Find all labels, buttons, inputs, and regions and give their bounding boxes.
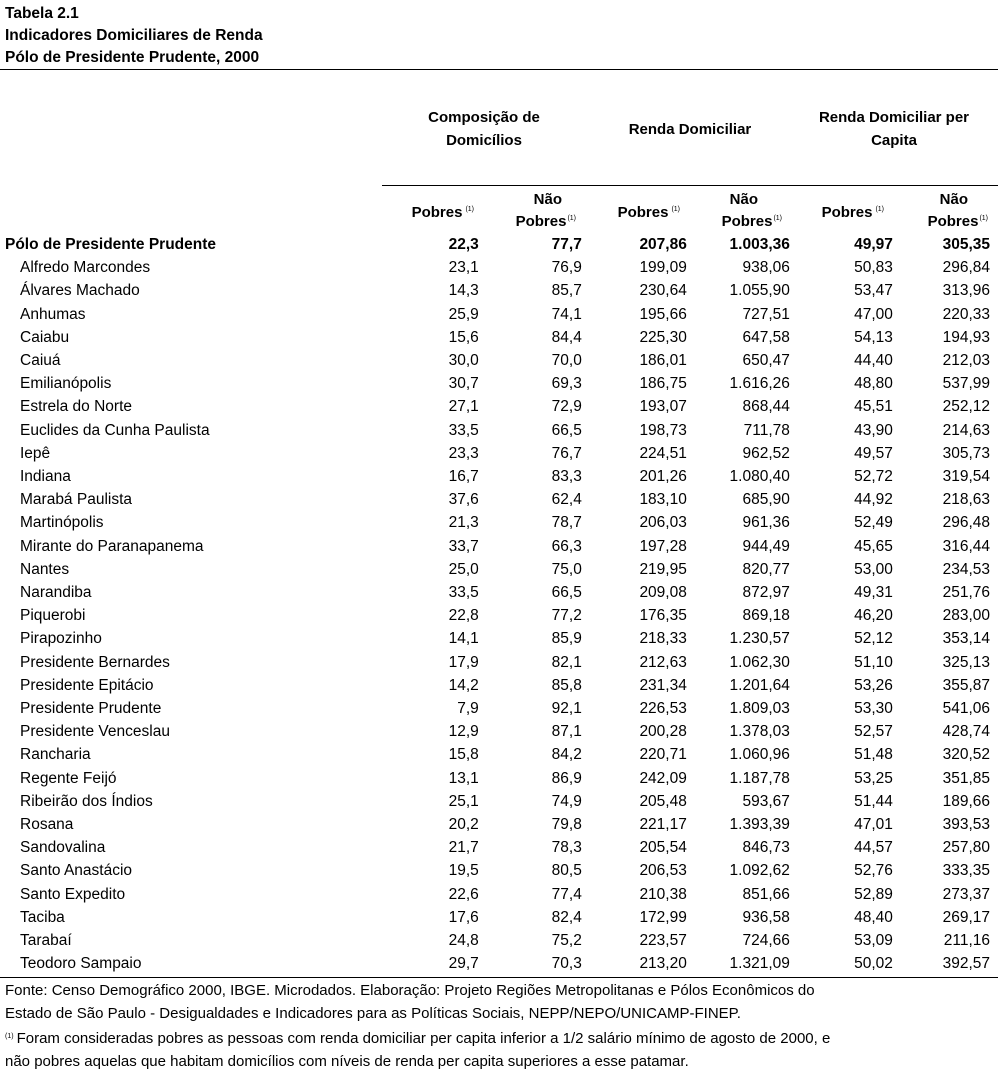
table-row [0,697,998,720]
cell-renda-nao-pobres: 647,58 [742,328,790,346]
table-row [0,883,998,906]
cell-comp-nao-pobres: 79,8 [551,816,582,834]
header-composicao: Composição de Domicílios [428,109,540,149]
cell-renda-nao-pobres: 1.187,78 [729,769,790,787]
cell-comp-nao-pobres: 76,7 [551,444,582,462]
cell-pc-nao-pobres: 211,16 [943,932,990,950]
cell-comp-pobres: 13,1 [448,769,479,787]
cell-comp-pobres: 16,7 [448,468,479,486]
total-row [0,233,998,256]
cell-renda-pobres: 219,95 [639,560,687,578]
cell-renda-nao-pobres: 936,58 [742,908,790,926]
cell-renda-nao-pobres: 724,66 [742,932,790,950]
cell-pc-nao-pobres: 214,63 [942,421,990,439]
table-row [0,767,998,790]
subheader-nao-pobres-2: Não Pobres$^{(1)}$ [721,191,782,230]
cell-pc-pobres: 44,40 [854,352,893,370]
table-body [0,233,998,976]
table-row [0,906,998,929]
cell-pc-pobres: 50,02 [854,955,893,973]
cell-municipio: Pólo de Presidente Prudente [5,236,217,253]
table-row [0,349,998,372]
cell-comp-nao-pobres: 80,5 [551,862,582,880]
cell-pc-pobres: 49,31 [854,584,893,602]
cell-comp-pobres: 33,5 [448,421,479,439]
cell-municipio: Caiuá [20,352,61,370]
cell-comp-pobres: 19,5 [448,862,479,880]
cell-renda-nao-pobres: 1.616,26 [729,375,790,393]
cell-renda-pobres: 231,34 [639,676,687,694]
cell-comp-nao-pobres: 75,2 [551,932,582,950]
cell-pc-nao-pobres: 252,12 [942,398,990,416]
cell-pc-nao-pobres: 296,48 [942,514,990,532]
cell-renda-pobres: 200,28 [639,723,687,741]
cell-renda-nao-pobres: 962,52 [742,444,790,462]
cell-comp-pobres: 30,0 [448,352,479,370]
cell-comp-pobres: 33,5 [448,584,479,602]
cell-pc-pobres: 51,10 [854,653,893,671]
cell-municipio: Sandovalina [20,839,106,857]
cell-pc-pobres: 43,90 [854,421,893,439]
cell-comp-pobres: 22,8 [448,607,479,625]
cell-renda-pobres: 186,01 [639,352,687,370]
cell-municipio: Santo Expedito [20,885,126,903]
cell-comp-pobres: 25,0 [448,560,479,578]
cell-renda-nao-pobres: 1.003,36 [729,236,790,253]
table-row [0,604,998,627]
cell-renda-pobres: 220,71 [639,746,687,764]
cell-pc-pobres: 47,00 [854,305,893,323]
header-renda-domiciliar: Renda Domiciliar [628,121,752,138]
cell-municipio: Emilianópolis [20,375,112,393]
cell-municipio: Presidente Bernardes [20,653,170,671]
cell-comp-nao-pobres: 66,3 [551,537,582,555]
cell-pc-nao-pobres: 325,13 [942,653,990,671]
cell-pc-nao-pobres: 212,03 [942,352,990,370]
cell-municipio: Indiana [20,468,71,486]
cell-pc-nao-pobres: 333,35 [942,862,990,880]
cell-comp-pobres: 27,1 [448,398,479,416]
cell-pc-pobres: 44,92 [854,491,893,509]
cell-renda-nao-pobres: 1.321,09 [729,955,790,973]
cell-renda-nao-pobres: 1.060,96 [729,746,790,764]
cell-comp-pobres: 17,9 [448,653,479,671]
cell-renda-pobres: 199,09 [639,259,687,277]
table-row [0,558,998,581]
cell-comp-pobres: 23,3 [448,444,479,462]
cell-renda-nao-pobres: 727,51 [742,305,790,323]
cell-pc-nao-pobres: 351,85 [942,769,990,787]
cell-comp-pobres: 15,8 [448,746,479,764]
cell-renda-pobres: 218,33 [639,630,687,648]
cell-renda-pobres: 226,53 [639,700,687,718]
cell-municipio: Presidente Prudente [20,700,162,718]
cell-comp-pobres: 21,3 [448,514,479,532]
cell-comp-nao-pobres: 78,7 [551,514,582,532]
table-row [0,465,998,488]
cell-comp-nao-pobres: 82,4 [551,908,582,926]
cell-pc-pobres: 44,57 [854,839,893,857]
cell-comp-pobres: 14,1 [448,630,479,648]
cell-renda-nao-pobres: 872,97 [742,584,790,602]
table-row [0,535,998,558]
cell-comp-pobres: 24,8 [448,932,479,950]
cell-renda-nao-pobres: 1.201,64 [729,676,790,694]
footer-source: Fonte: Censo Demográfico 2000, IBGE. Microdados. Elaboração: Projeto Regiões Metropolitanas e Pólos Econômicos do Estado de São Paulo - Desigualdades e Indicadores para as Políticas Sociais, NEPP/NEPO/UNICAMP-FINEP. $^{(1)}$ Foram consideradas pobres as pessoas com renda domiciliar per capita inferior a 1/2 salário mínimo de agosto de 2000, e não pobres aquelas que habitam domicílios com níveis de renda per capita superiores a esse patamar. [5,979,990,1073]
cell-renda-nao-pobres: 650,47 [742,352,790,370]
cell-renda-nao-pobres: 1.055,90 [729,282,790,300]
table-title [5,3,263,69]
subheader-pobres-2: Pobres $^{(1)}$ [617,204,680,221]
table-row [0,790,998,813]
cell-comp-nao-pobres: 84,2 [551,746,582,764]
cell-municipio: Presidente Venceslau [20,723,170,741]
cell-comp-nao-pobres: 77,7 [551,236,582,253]
cell-municipio: Tarabaí [20,932,72,950]
table-row [0,929,998,952]
cell-renda-nao-pobres: 1.062,30 [729,653,790,671]
cell-pc-nao-pobres: 251,76 [942,584,990,602]
cell-renda-pobres: 224,51 [639,444,687,462]
cell-renda-pobres: 186,75 [639,375,687,393]
table-row [0,488,998,511]
cell-pc-pobres: 45,65 [854,537,893,555]
cell-comp-pobres: 14,3 [448,282,479,300]
cell-comp-pobres: 25,9 [448,305,479,323]
subheader-nao-pobres-1: Não Pobres$^{(1)}$ [515,191,576,230]
cell-renda-nao-pobres: 851,66 [742,885,790,903]
cell-municipio: Mirante do Paranapanema [20,537,204,555]
cell-pc-pobres: 45,51 [854,398,893,416]
cell-renda-pobres: 172,99 [639,908,687,926]
cell-renda-pobres: 176,35 [639,607,687,625]
cell-pc-nao-pobres: 194,93 [942,328,990,346]
cell-pc-nao-pobres: 355,87 [942,676,990,694]
cell-municipio: Marabá Paulista [20,491,133,509]
cell-pc-pobres: 46,20 [854,607,893,625]
cell-renda-nao-pobres: 1.393,39 [729,816,790,834]
cell-comp-nao-pobres: 75,0 [551,560,582,578]
cell-renda-nao-pobres: 846,73 [742,839,790,857]
cell-renda-pobres: 197,28 [639,537,687,555]
cell-renda-pobres: 201,26 [639,468,687,486]
cell-renda-nao-pobres: 1.809,03 [729,700,790,718]
cell-renda-nao-pobres: 820,77 [742,560,790,578]
table-row [0,303,998,326]
cell-renda-pobres: 183,10 [639,491,687,509]
cell-pc-nao-pobres: 541,06 [942,700,990,718]
cell-renda-pobres: 221,17 [639,816,687,834]
cell-renda-pobres: 209,08 [639,584,687,602]
cell-pc-pobres: 50,83 [854,259,893,277]
cell-pc-pobres: 54,13 [854,328,893,346]
cell-comp-pobres: 20,2 [448,816,479,834]
cell-pc-pobres: 53,25 [854,769,893,787]
cell-renda-pobres: 230,64 [639,282,687,300]
cell-renda-pobres: 198,73 [639,421,687,439]
cell-pc-nao-pobres: 537,99 [942,375,990,393]
footer-note: $^{(1)}$ Foram consideradas pobres as pessoas com renda domiciliar per capita inferior a 1/2 salário mínimo de agosto de 2000, e [5,1030,831,1047]
cell-municipio: Anhumas [20,305,86,323]
table-row [0,743,998,766]
cell-comp-nao-pobres: 77,2 [551,607,582,625]
cell-comp-nao-pobres: 62,4 [551,491,582,509]
cell-municipio: Narandiba [20,584,92,602]
cell-pc-pobres: 49,97 [854,236,893,253]
title-line-3: Pólo de Presidente Prudente, 2000 [5,49,260,66]
cell-pc-pobres: 53,00 [854,560,893,578]
cell-municipio: Regente Feijó [20,769,117,787]
cell-pc-nao-pobres: 428,74 [942,723,990,741]
header-renda-per-capita: Renda Domiciliar per Capita [818,109,970,149]
cell-renda-nao-pobres: 1.080,40 [729,468,790,486]
cell-municipio: Pirapozinho [20,630,102,648]
cell-comp-pobres: 22,6 [448,885,479,903]
cell-municipio: Euclides da Cunha Paulista [20,421,210,439]
cell-municipio: Álvares Machado [20,282,140,300]
cell-municipio: Alfredo Marcondes [20,259,151,277]
bottom-rule [0,977,998,978]
table-row [0,581,998,604]
cell-comp-nao-pobres: 85,9 [551,630,582,648]
cell-renda-pobres: 193,07 [639,398,687,416]
cell-renda-pobres: 212,63 [639,653,687,671]
cell-pc-pobres: 48,40 [854,908,893,926]
cell-pc-nao-pobres: 283,00 [942,607,990,625]
cell-pc-nao-pobres: 305,35 [942,236,990,253]
cell-pc-pobres: 47,01 [854,816,893,834]
cell-comp-nao-pobres: 70,0 [551,352,582,370]
cell-comp-pobres: 22,3 [448,236,479,253]
cell-comp-pobres: 23,1 [448,259,479,277]
cell-pc-nao-pobres: 273,37 [942,885,990,903]
cell-renda-pobres: 206,03 [639,514,687,532]
cell-pc-nao-pobres: 319,54 [942,468,990,486]
cell-municipio: Martinópolis [20,514,104,532]
cell-renda-nao-pobres: 1.378,03 [729,723,790,741]
table-row [0,627,998,650]
cell-municipio: Nantes [20,560,70,578]
cell-renda-nao-pobres: 593,67 [742,792,790,810]
table-row [0,279,998,302]
table-row [0,720,998,743]
cell-pc-nao-pobres: 316,44 [942,537,990,555]
table-row [0,256,998,279]
data-table [0,233,998,976]
subheader-nao-pobres-3: Não Pobres$^{(1)}$ [927,191,988,230]
table-row [0,395,998,418]
cell-renda-pobres: 210,38 [639,885,687,903]
cell-pc-pobres: 51,44 [854,792,893,810]
title-line-1: Tabela 2.1 [5,5,79,22]
cell-comp-nao-pobres: 85,8 [551,676,582,694]
cell-pc-nao-pobres: 392,57 [942,955,990,973]
cell-renda-nao-pobres: 938,06 [742,259,790,277]
cell-pc-nao-pobres: 313,96 [942,282,990,300]
cell-pc-pobres: 52,72 [854,468,893,486]
table-row [0,836,998,859]
cell-pc-nao-pobres: 320,52 [942,746,990,764]
table-row [0,674,998,697]
table-row [0,511,998,534]
cell-renda-pobres: 205,54 [639,839,687,857]
cell-comp-nao-pobres: 69,3 [551,375,582,393]
subheader-pobres-3: Pobres $^{(1)}$ [821,204,884,221]
cell-renda-pobres: 223,57 [639,932,687,950]
cell-comp-nao-pobres: 76,9 [551,259,582,277]
cell-pc-pobres: 49,57 [854,444,893,462]
cell-renda-nao-pobres: 1.230,57 [729,630,790,648]
cell-renda-nao-pobres: 711,78 [743,421,790,439]
cell-comp-nao-pobres: 70,3 [551,955,582,973]
table-row [0,813,998,836]
cell-comp-pobres: 7,9 [457,700,479,718]
cell-comp-nao-pobres: 66,5 [551,421,582,439]
table-row [0,326,998,349]
cell-renda-pobres: 207,86 [639,236,687,253]
cell-pc-nao-pobres: 269,17 [942,908,990,926]
cell-pc-pobres: 48,80 [854,375,893,393]
cell-comp-nao-pobres: 78,3 [551,839,582,857]
table-row [0,372,998,395]
cell-pc-nao-pobres: 353,14 [942,630,990,648]
cell-renda-nao-pobres: 869,18 [742,607,790,625]
cell-comp-pobres: 33,7 [448,537,479,555]
cell-comp-pobres: 25,1 [448,792,479,810]
cell-comp-pobres: 21,7 [448,839,479,857]
cell-comp-nao-pobres: 77,4 [551,885,582,903]
cell-renda-nao-pobres: 961,36 [742,514,790,532]
cell-comp-nao-pobres: 74,1 [551,305,582,323]
header-rule [382,185,998,186]
cell-renda-nao-pobres: 944,49 [742,537,790,555]
cell-pc-nao-pobres: 234,53 [942,560,990,578]
cell-comp-nao-pobres: 92,1 [551,700,582,718]
top-rule [0,69,998,70]
cell-pc-nao-pobres: 257,80 [942,839,990,857]
cell-comp-nao-pobres: 74,9 [551,792,582,810]
cell-renda-nao-pobres: 1.092,62 [729,862,790,880]
cell-pc-nao-pobres: 305,73 [942,444,990,462]
cell-renda-nao-pobres: 685,90 [742,491,790,509]
cell-comp-pobres: 14,2 [448,676,479,694]
cell-municipio: Santo Anastácio [20,862,133,880]
cell-municipio: Rosana [20,816,74,834]
cell-pc-pobres: 53,26 [854,676,893,694]
table-row [0,442,998,465]
cell-comp-nao-pobres: 66,5 [551,584,582,602]
cell-pc-pobres: 53,30 [854,700,893,718]
cell-comp-nao-pobres: 83,3 [551,468,582,486]
table-row [0,859,998,882]
cell-pc-pobres: 52,76 [854,862,893,880]
table-row [0,651,998,674]
cell-renda-pobres: 206,53 [639,862,687,880]
cell-comp-pobres: 17,6 [448,908,479,926]
cell-renda-pobres: 195,66 [639,305,687,323]
cell-comp-nao-pobres: 84,4 [551,328,582,346]
cell-pc-pobres: 52,49 [854,514,893,532]
cell-renda-pobres: 225,30 [639,328,687,346]
cell-municipio: Teodoro Sampaio [20,955,142,973]
title-line-2: Indicadores Domiciliares de Renda [5,27,263,44]
cell-municipio: Rancharia [20,746,91,764]
cell-municipio: Taciba [20,908,65,926]
cell-pc-pobres: 53,47 [854,282,893,300]
cell-comp-pobres: 29,7 [448,955,479,973]
cell-comp-pobres: 37,6 [448,491,479,509]
cell-pc-pobres: 52,89 [854,885,893,903]
cell-comp-pobres: 12,9 [448,723,479,741]
cell-pc-nao-pobres: 189,66 [942,792,990,810]
cell-renda-pobres: 242,09 [639,769,687,787]
cell-municipio: Estrela do Norte [20,398,132,416]
cell-municipio: Presidente Epitácio [20,676,154,694]
cell-pc-pobres: 53,09 [854,932,893,950]
cell-municipio: Iepê [20,444,51,462]
cell-comp-nao-pobres: 82,1 [551,653,582,671]
cell-municipio: Ribeirão dos Índios [20,792,153,810]
cell-comp-nao-pobres: 72,9 [551,398,582,416]
cell-comp-pobres: 15,6 [448,328,479,346]
subheader-pobres-1: Pobres $^{(1)}$ [411,204,474,221]
cell-renda-pobres: 205,48 [639,792,687,810]
cell-municipio: Piquerobi [20,607,86,625]
cell-pc-pobres: 51,48 [854,746,893,764]
cell-comp-nao-pobres: 87,1 [551,723,582,741]
cell-renda-pobres: 213,20 [639,955,687,973]
cell-pc-pobres: 52,12 [854,630,893,648]
cell-municipio: Caiabu [20,328,70,346]
cell-comp-nao-pobres: 86,9 [551,769,582,787]
table-row [0,952,998,975]
cell-pc-nao-pobres: 296,84 [942,259,990,277]
cell-comp-nao-pobres: 85,7 [551,282,582,300]
cell-pc-nao-pobres: 220,33 [942,305,990,323]
cell-renda-nao-pobres: 868,44 [742,398,790,416]
cell-pc-nao-pobres: 218,63 [942,491,990,509]
cell-pc-pobres: 52,57 [854,723,893,741]
table-row [0,419,998,442]
cell-pc-nao-pobres: 393,53 [942,816,990,834]
cell-comp-pobres: 30,7 [448,375,479,393]
